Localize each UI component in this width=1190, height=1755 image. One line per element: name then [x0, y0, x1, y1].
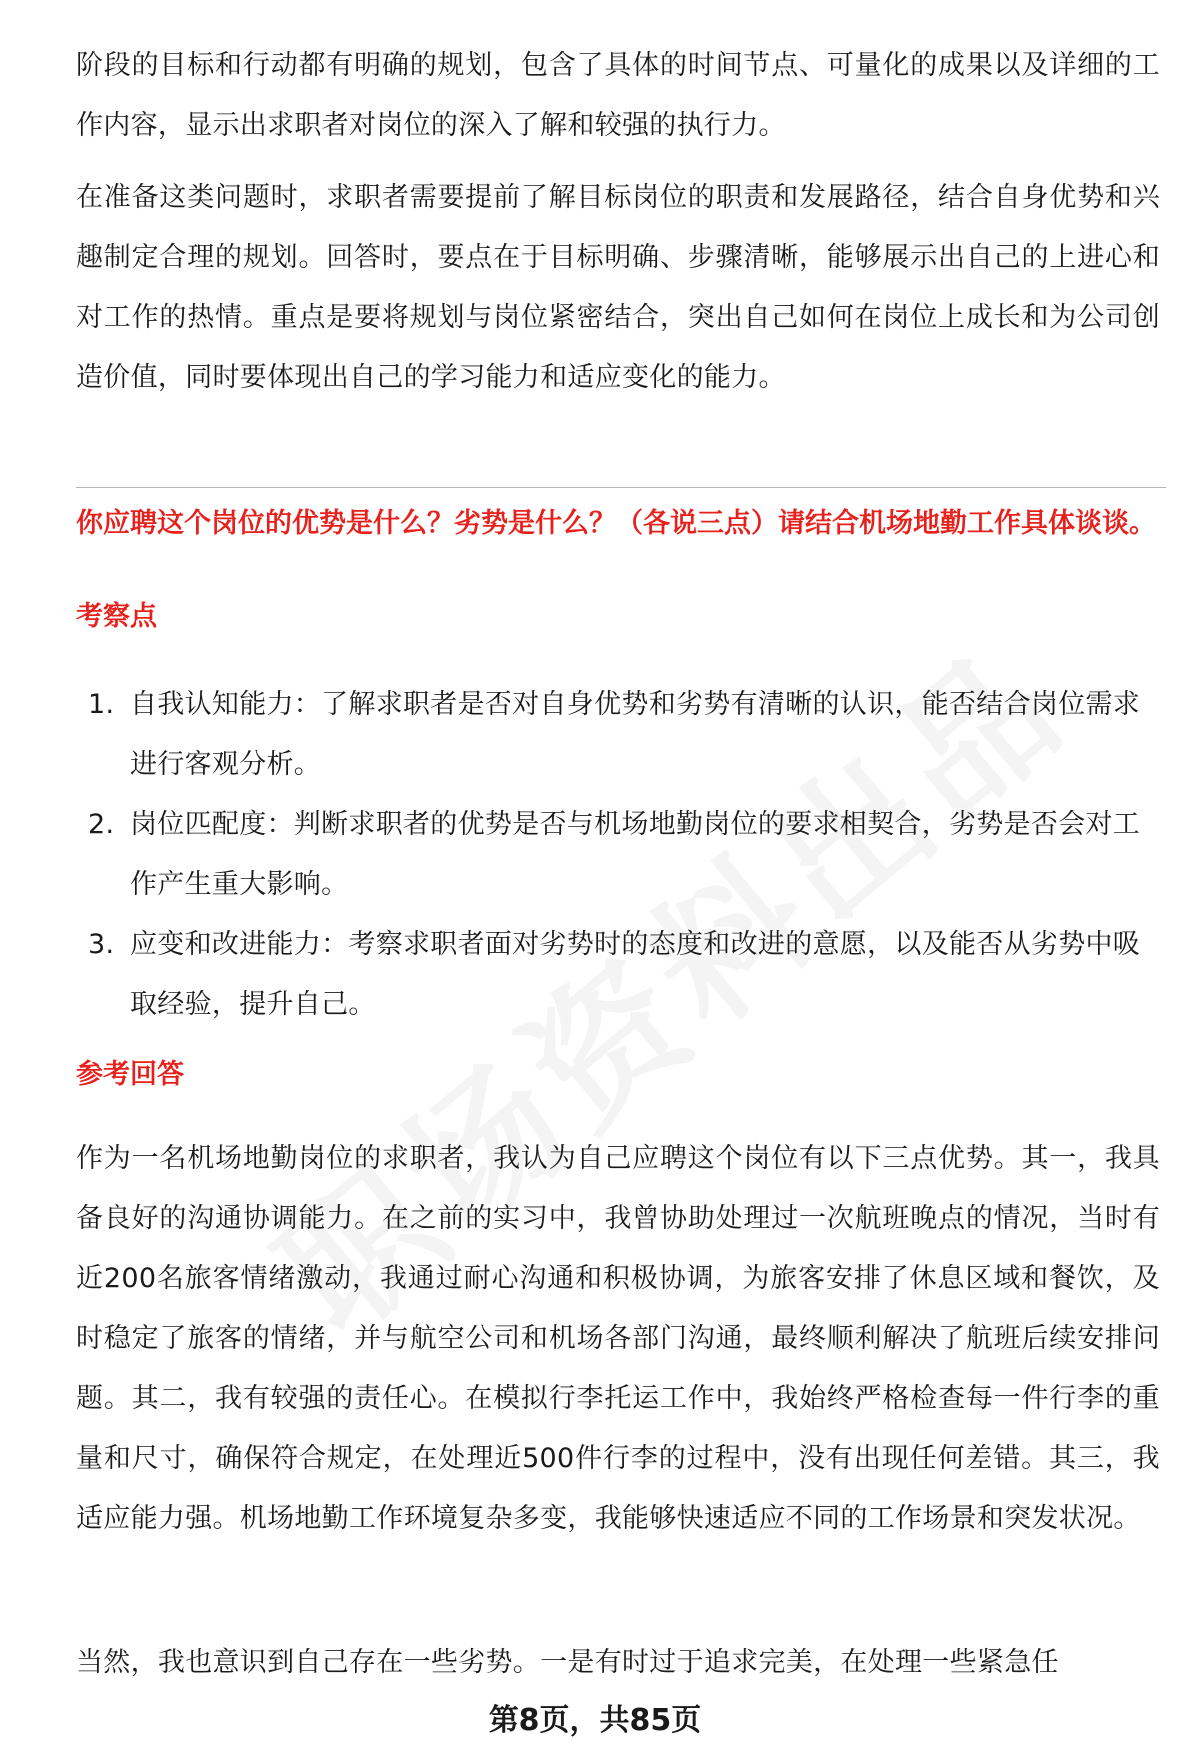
intro-paragraph-1: 阶段的目标和行动都有明确的规划，包含了具体的时间节点、可量化的成果以及详细的工作内容，显示出求职者对岗位的深入了解和较强的执行力。 [76, 50, 1160, 141]
question-heading: 你应聘这个岗位的优势是什么？劣势是什么？（各说三点）请结合机场地勤工作具体谈谈。 [76, 508, 1156, 539]
list-item-number: 3. [88, 929, 115, 960]
list-item [76, 795, 1160, 915]
answer-title: 参考回答 [76, 1059, 184, 1090]
assessment-list [76, 675, 1160, 1035]
list-item-text: 自我认知能力：了解求职者是否对自身优势和劣势有清晰的认识，能否结合岗位需求进行客观分析。 [130, 689, 1141, 780]
list-item-text: 应变和改进能力：考察求职者面对劣势时的态度和改进的意愿，以及能否从劣势中吸取经验，提升自己。 [130, 929, 1141, 1020]
answer-paragraph-2: 当然，我也意识到自己存在一些劣势。一是有时过于追求完美，在处理一些紧急任 [76, 1647, 1059, 1678]
list-item-text: 岗位匹配度：判断求职者的优势是否与机场地勤岗位的要求相契合，劣势是否会对工作产生重大影响。 [130, 809, 1141, 900]
page-number: 第8页，共85页 [488, 1703, 702, 1738]
intro-paragraph-2: 在准备这类问题时，求职者需要提前了解目标岗位的职责和发展路径，结合自身优势和兴趣制定合理的规划。回答时，要点在于目标明确、步骤清晰，能够展示出自己的上进心和对工作的热情。重点是要将规划与岗位紧密结合，突出自己如何在岗位上成长和为公司创造价值，同时要体现出自己的学习能力和适应变化的能力。 [76, 182, 1160, 393]
assessment-title: 考察点 [76, 601, 157, 632]
list-item [76, 675, 1160, 795]
list-item-number: 1. [88, 689, 115, 720]
section-divider [76, 487, 1166, 488]
answer-paragraph-1: 作为一名机场地勤岗位的求职者，我认为自己应聘这个岗位有以下三点优势。其一，我具备良好的沟通协调能力。在之前的实习中，我曾协助处理过一次航班晚点的情况，当时有近200名旅客情绪激动，我通过耐心沟通和积极协调，为旅客安排了休息区域和餐饮，及时稳定了旅客的情绪，并与航空公司和机场各部门沟通，最终顺利解决了航班后续安排问题。其二，我有较强的责任心。在模拟行李托运工作中，我始终严格检查每一件行李的重量和尺寸，确保符合规定，在处理近500件行李的过程中，没有出现任何差错。其三，我适应能力强。机场地勤工作环境复杂多变，我能够快速适应不同的工作场景和突发状况。 [76, 1143, 1160, 1534]
list-item-number: 2. [88, 809, 115, 840]
list-item [76, 915, 1160, 1035]
